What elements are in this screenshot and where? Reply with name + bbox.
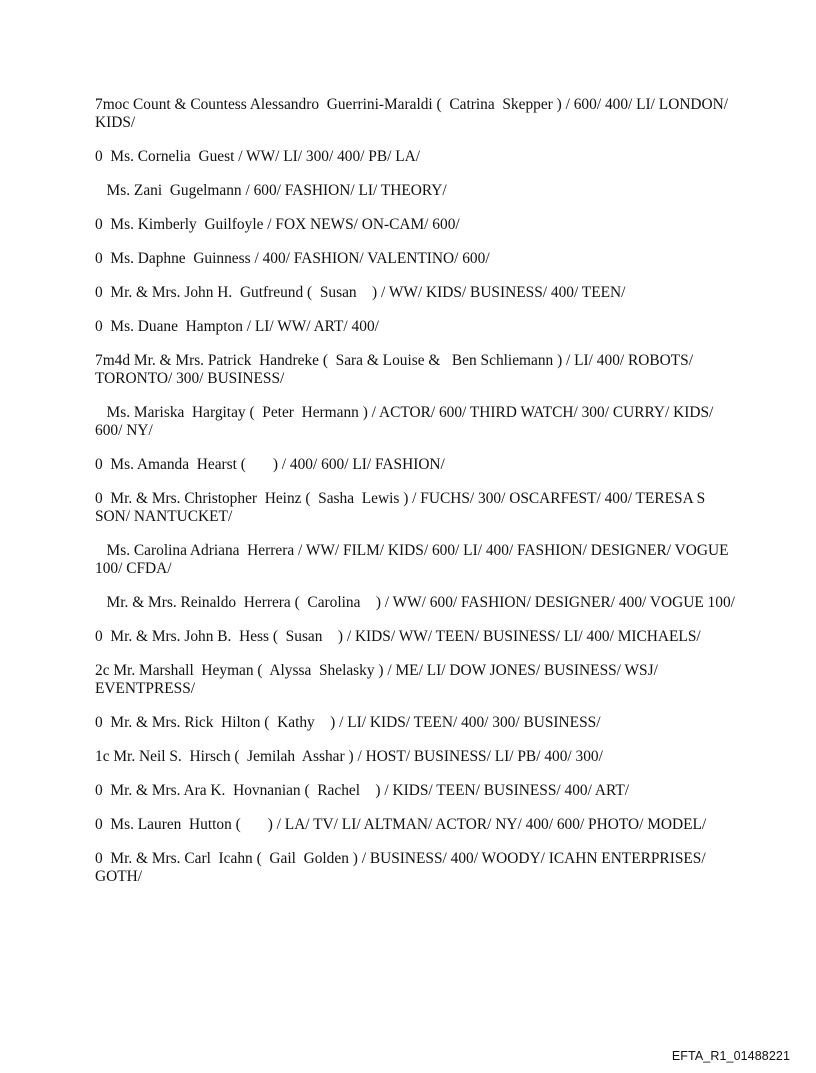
list-item: 0 Mr. & Mrs. Rick Hilton ( Kathy ) / LI/ KIDS/ TEEN/ 400/ 300/ BUSINESS/ [95, 714, 601, 731]
list-item: 0 Ms. Daphne Guinness / 400/ FASHION/ VALENTINO/ 600/ [95, 250, 490, 267]
list-item: Ms. Zani Gugelmann / 600/ FASHION/ LI/ THEORY/ [95, 182, 447, 199]
list-item: 2c Mr. Marshall Heyman ( Alyssa Shelasky ) / ME/ LI/ DOW JONES/ BUSINESS/ WSJ/ EVENTPRESS/ [95, 662, 662, 697]
list-item: 0 Mr. & Mrs. Ara K. Hovnanian ( Rachel ) / KIDS/ TEEN/ BUSINESS/ 400/ ART/ [95, 782, 630, 799]
list-item: 0 Mr. & Mrs. Carl Icahn ( Gail Golden ) / BUSINESS/ 400/ WOODY/ ICAHN ENTERPRISES/ GOTH/ [95, 850, 710, 885]
list-item: 0 Ms. Lauren Hutton ( ) / LA/ TV/ LI/ ALTMAN/ ACTOR/ NY/ 400/ 600/ PHOTO/ MODEL/ [95, 816, 707, 833]
list-item: 0 Ms. Duane Hampton / LI/ WW/ ART/ 400/ [95, 318, 379, 335]
list-item: Ms. Mariska Hargitay ( Peter Hermann ) / ACTOR/ 600/ THIRD WATCH/ 300/ CURRY/ KIDS/ 600/ NY/ [95, 404, 718, 439]
list-item: 0 Ms. Amanda Hearst ( ) / 400/ 600/ LI/ FASHION/ [95, 456, 445, 473]
list-item: Mr. & Mrs. Reinaldo Herrera ( Carolina ) / WW/ 600/ FASHION/ DESIGNER/ 400/ VOGUE 100/ [95, 594, 735, 611]
document-id: EFTA_R1_01488221 [671, 1049, 790, 1063]
list-item: 0 Ms. Cornelia Guest / WW/ LI/ 300/ 400/ PB/ LA/ [95, 148, 421, 165]
list-item: 7m4d Mr. & Mrs. Patrick Handreke ( Sara & Louise & Ben Schliemann ) / LI/ 400/ ROBOTS/ TORONTO/ 300/ BUSINESS/ [95, 352, 697, 387]
list-item: 0 Mr. & Mrs. John H. Gutfreund ( Susan ) / WW/ KIDS/ BUSINESS/ 400/ TEEN/ [95, 284, 626, 301]
list-item: 0 Ms. Kimberly Guilfoyle / FOX NEWS/ ON-CAM/ 600/ [95, 216, 460, 233]
list-item: 7moc Count & Countess Alessandro Guerrini-Maraldi ( Catrina Skepper ) / 600/ 400/ LI/ LONDON/ KIDS/ [95, 96, 732, 131]
list-item: 0 Mr. & Mrs. Christopher Heinz ( Sasha Lewis ) / FUCHS/ 300/ OSCARFEST/ 400/ TERESA S SON/ NANTUCKET/ [95, 490, 710, 525]
list-item: 0 Mr. & Mrs. John B. Hess ( Susan ) / KIDS/ WW/ TEEN/ BUSINESS/ LI/ 400/ MICHAELS/ [95, 628, 701, 645]
list-item: Ms. Carolina Adriana Herrera / WW/ FILM/ KIDS/ 600/ LI/ 400/ FASHION/ DESIGNER/ VOGUE 100/ CFDA/ [95, 542, 733, 577]
list-item: 1c Mr. Neil S. Hirsch ( Jemilah Asshar ) / HOST/ BUSINESS/ LI/ PB/ 400/ 300/ [95, 748, 603, 765]
guest-list [95, 96, 735, 902]
